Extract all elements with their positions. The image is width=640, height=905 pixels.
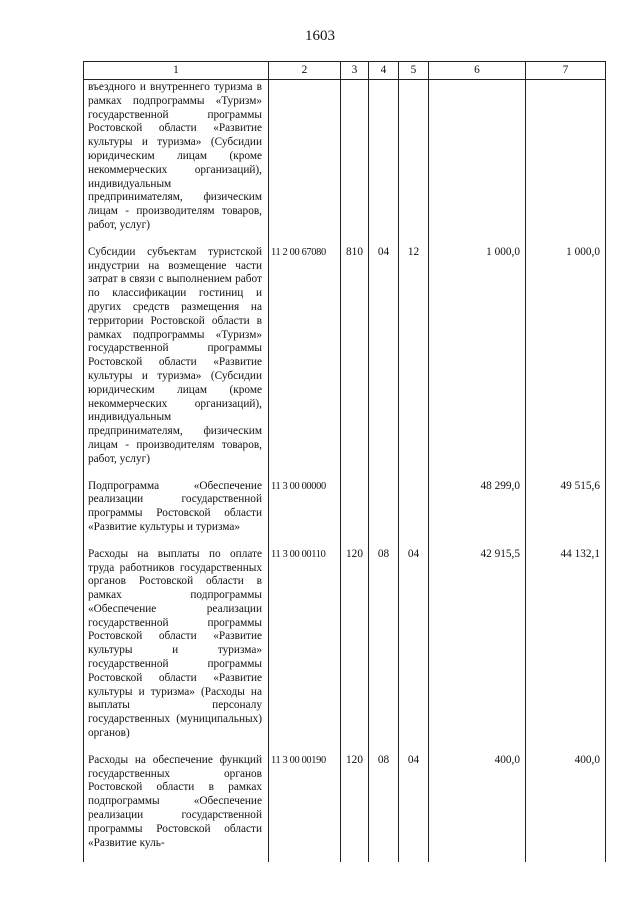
row-code xyxy=(269,80,341,245)
row-col4: 08 xyxy=(369,753,399,863)
row-col5: 12 xyxy=(399,245,429,479)
page-number: 1603 xyxy=(305,28,335,44)
row-col4 xyxy=(369,80,399,245)
column-header: 2 xyxy=(269,62,341,80)
row-col3 xyxy=(341,80,369,245)
row-col4 xyxy=(369,479,399,547)
row-col7: 400,0 xyxy=(526,753,606,863)
column-header: 4 xyxy=(369,62,399,80)
row-description: въездного и внутреннего туризма в рамках подпрограммы «Туризм» государственной программы Ростовской области «Развитие культуры и туризма» (Субсидии юридическим лицам (кроме некоммерческих организаций), индивидуальным предпринимателям, физическим лицам - производителям товаров, работ, услуг) xyxy=(84,80,269,245)
table-row xyxy=(84,479,606,547)
row-description: Расходы на выплаты по оплате труда работников государственных органов Ростовской области в рамках подпрограммы «Обеспечение реализации государственной программы Ростовской области «Развитие культуры и туризма» государственной программы Ростовской области «Развитие культуры и туризма» (Расходы на выплаты персоналу государственных (муниципальных) органов) xyxy=(84,547,269,753)
row-col3: 120 xyxy=(341,753,369,863)
row-col7: 1 000,0 xyxy=(526,245,606,479)
row-description: Расходы на обеспечение функций государственных органов Ростовской области в рамках подпрограммы «Обеспечение реализации государственной программы Ростовской области «Развитие куль- xyxy=(84,753,269,863)
row-col4: 04 xyxy=(369,245,399,479)
row-code: 11 3 00 00000 xyxy=(269,479,341,547)
row-col3 xyxy=(341,479,369,547)
row-col5: 04 xyxy=(399,547,429,753)
column-header: 7 xyxy=(526,62,606,80)
table-header-row xyxy=(84,62,606,80)
row-col6: 400,0 xyxy=(429,753,526,863)
row-col7: 49 515,6 xyxy=(526,479,606,547)
row-col6 xyxy=(429,80,526,245)
row-description: Субсидии субъектам туристской индустрии на возмещение части затрат в связи с выполнением работ по классификации гостиниц и других средств размещения на территории Ростовской области в рамках подпрограммы «Туризм» государственной программы Ростовской области «Развитие культуры и туризма» (Субсидии юридическим лицам (кроме некоммерческих организаций), индивидуальным предпринимателям, физическим лицам - производителям товаров, работ, услуг) xyxy=(84,245,269,479)
row-code: 11 2 00 67080 xyxy=(269,245,341,479)
column-header: 3 xyxy=(341,62,369,80)
column-header: 5 xyxy=(399,62,429,80)
row-col7 xyxy=(526,80,606,245)
row-col5 xyxy=(399,479,429,547)
row-col7: 44 132,1 xyxy=(526,547,606,753)
row-col5 xyxy=(399,80,429,245)
row-col3: 120 xyxy=(341,547,369,753)
row-code: 11 3 00 00110 xyxy=(269,547,341,753)
row-col6: 1 000,0 xyxy=(429,245,526,479)
budget-table xyxy=(83,61,606,862)
row-col5: 04 xyxy=(399,753,429,863)
row-code: 11 3 00 00190 xyxy=(269,753,341,863)
row-col6: 42 915,5 xyxy=(429,547,526,753)
row-col3: 810 xyxy=(341,245,369,479)
table-row xyxy=(84,80,606,245)
row-col4: 08 xyxy=(369,547,399,753)
column-header: 6 xyxy=(429,62,526,80)
table-row xyxy=(84,753,606,863)
table-row xyxy=(84,547,606,753)
row-description: Подпрограмма «Обеспечение реализации государственной программы Ростовской области «Развитие культуры и туризма» xyxy=(84,479,269,547)
table-row xyxy=(84,245,606,479)
column-header: 1 xyxy=(84,62,269,80)
row-col6: 48 299,0 xyxy=(429,479,526,547)
